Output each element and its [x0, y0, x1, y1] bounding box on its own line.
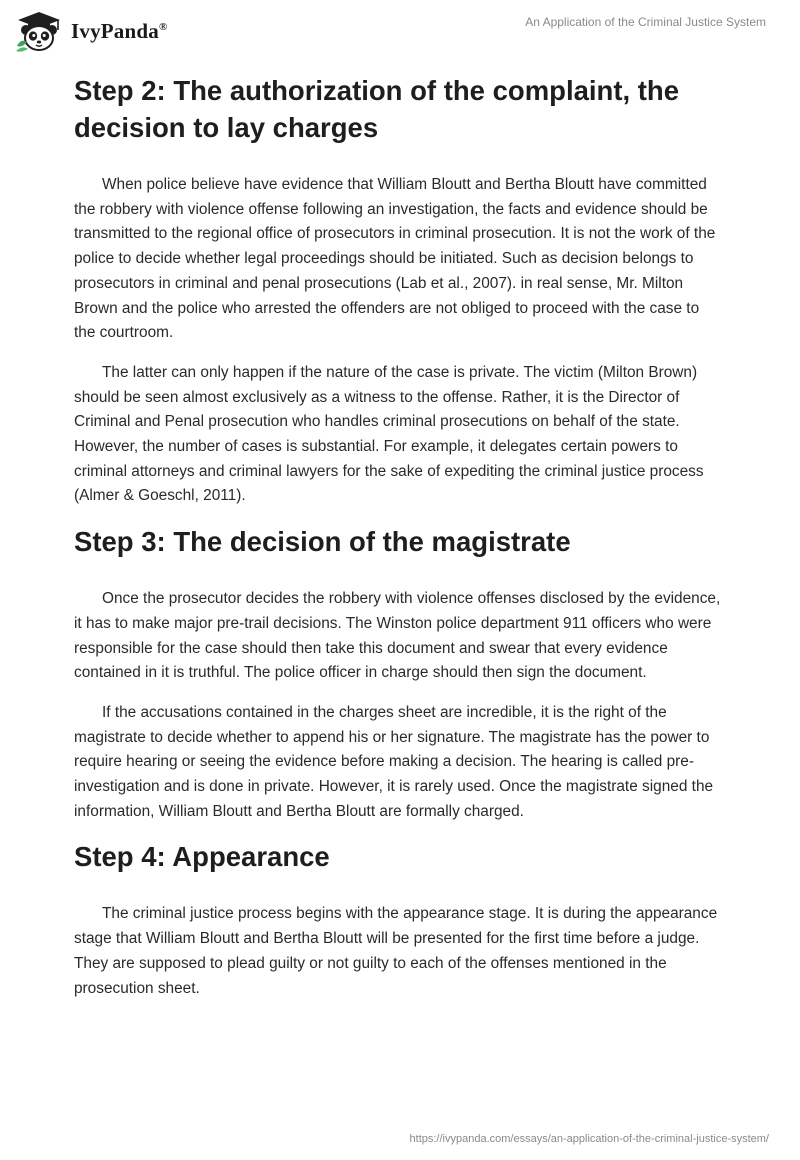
paragraph: When police believe have evidence that William Bloutt and Bertha Bloutt have committed the robbery with violence offense following an investigation, the facts and evidence should be transmitted to the regional office of prosecutors in criminal prosecution. It is not the work of the police to decide whether legal proceedings should be initiated. Such as decision belongs to prosecutors in criminal and penal prosecutions (Lab et al., 2007). in real sense, Mr. Milton Brown and the police who arrested the offenders are not obliged to proceed with the case to the courtroom. — [74, 176, 716, 342]
ivypanda-logo[interactable] — [14, 10, 167, 52]
article-body — [74, 72, 724, 1001]
page-header — [0, 0, 800, 64]
paragraph: Once the prosecutor decides the robbery with violence offenses disclosed by the evidence, it has to make major pre-trail decisions. The Winston police department 911 officers who were responsible for the case should then take this document and swear that every evidence contained in it is truthful. The police officer in charge should then sign the document. — [74, 590, 721, 682]
source-url[interactable]: https://ivypanda.com/essays/an-application-of-the-criminal-justice-system/ — [409, 1133, 769, 1145]
paragraph: The criminal justice process begins with the appearance stage. It is during the appearance stage that William Bloutt and Bertha Bloutt will be presented for the first time before a judge. They are supposed to plead guilty or not guilty to each of the offenses mentioned in the prosecution sheet. — [74, 905, 718, 997]
section-heading: Step 2: The authorization of the complaint, the decision to lay charges — [74, 75, 680, 143]
brand-name: IvyPanda® — [71, 18, 168, 43]
registered-mark: ® — [158, 20, 168, 33]
panda-graduate-icon — [14, 10, 64, 52]
section-heading: Step 3: The decision of the magistrate — [74, 526, 571, 558]
paragraph: If the accusations contained in the charges sheet are incredible, it is the right of the magistrate to decide whether to append his or her signature. The magistrate has the power to require hearing or seeing the evidence before making a decision. The hearing is called pre-investigation and is done in private. However, it is rarely used. Once the magistrate signed the information, William Bloutt and Bertha Bloutt are formally charged. — [74, 703, 714, 820]
document-title: An Application of the Criminal Justice System — [525, 15, 766, 29]
paragraph: The latter can only happen if the nature of the case is private. The victim (Milton Brown) should be seen almost exclusively as a witness to the offense. Rather, it is the Director of Criminal and Penal prosecution who handles criminal prosecutions on behalf of the state. However, the number of cases is substantial. For example, it delegates certain powers to criminal attorneys and criminal lawyers for the sake of expediting the criminal justice process (Almer & Goeschl, 2011). — [74, 363, 704, 505]
section-heading: Step 4: Appearance — [74, 841, 330, 873]
